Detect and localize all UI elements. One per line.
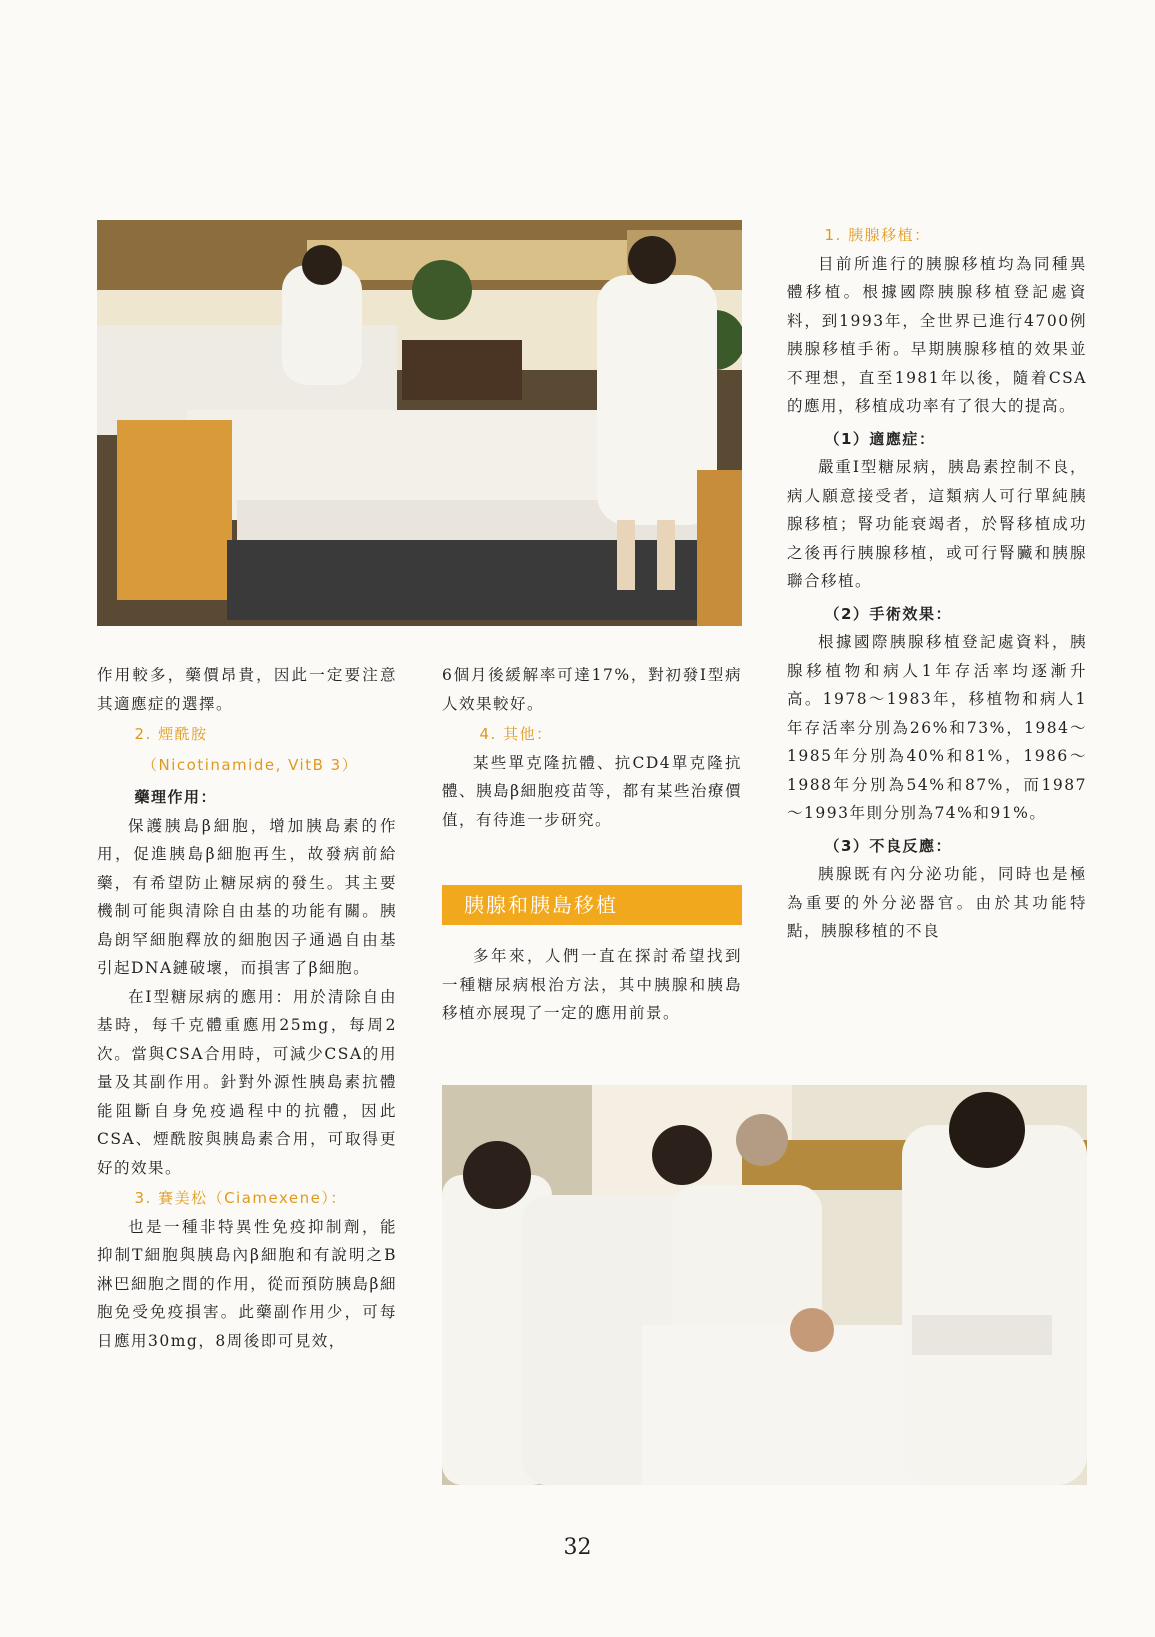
heading-nicotinamide-latin: （Nicotinamide, VitB 3） [142,755,359,774]
heading-ciamexene: 3. 賽美松（Ciamexene）： [134,1189,347,1207]
heading-pancreas-transplant: 1. 胰腺移植： [824,226,931,244]
ward-photo [97,220,742,626]
text-paragraph: 胰腺既有內分泌功能，同時也是極為重要的外分泌器官。由於其功能特點，胰腺移植的不良 [787,865,1087,940]
text-paragraph: 保護胰島β細胞，增加胰島素的作用，促進胰島β細胞再生，故發病前給藥，有希望防止糖尿病的發生。其主要機制可能與清除自由基的功能有關。胰島朗罕細胞釋放的細胞因子通過自由基引起DNA鏈破壞，而損害了β細胞。 [97,816,397,977]
column-right [787,219,1087,946]
section-banner: 胰腺和胰島移植 [442,885,742,925]
text-paragraph: 多年來，人們一直在探討希望找到一種糖尿病根治方法，其中胰腺和胰島移植亦展現了一定的應用前景。 [442,947,742,1022]
text-paragraph: 目前所進行的胰腺移植均為同種異體移植。根據國際胰腺移植登記處資料，到1993年，全世界已進行4700例胰腺移植手術。早期胰腺移植的效果並不理想，直至1981年以後，隨着CSA的應用，移植成功率有了很大的提高。 [787,254,1087,415]
column-left [97,661,397,1355]
text-paragraph: 某些單克隆抗體、抗CD4單克隆抗體、胰島β細胞疫苗等，都有某些治療價值，有待進一步研究。 [442,753,742,829]
subheading-adverse-effects: （3）不良反應： [824,836,952,855]
text-paragraph: 嚴重Ⅰ型糖尿病，胰島素控制不良，病人願意接受者，這類病人可行單純胰腺移植；腎功能衰竭者，於腎移植成功之後再行胰腺移植，或可行腎臟和胰腺聯合移植。 [787,458,1087,590]
text-paragraph: 6個月後緩解率可達17%，對初發Ⅰ型病人效果較好。 [442,666,742,713]
text-paragraph: 根據國際胰腺移植登記處資料，胰腺移植物和病人1年存活率均逐漸升高。1978～1983年，移植物和病人1年存活率分別為26%和73%，1984～1985年分別為40%和81%，1986～1988年分別為54%和87%，而1987～1993年則分別為74%和91%。 [787,633,1087,822]
heading-others: 4. 其他： [479,725,553,743]
subheading-indications: （1）適應症： [824,429,936,448]
subheading-surgery-results: （2）手術效果： [824,604,952,623]
column-middle [442,661,742,834]
text-paragraph: 在Ⅰ型糖尿病的應用：用於清除自由基時，每千克體重應用25mg，每周2次。當與CSA合用時，可減少CSA的用量及其副作用。針對外源性胰島素抗體能阻斷自身免疫過程中的抗體，因此CSA、煙酰胺與胰島素合用，可取得更好的效果。 [97,987,397,1177]
subheading-pharmacology: 藥理作用： [134,788,218,806]
doctors-photo [442,1085,1087,1485]
page-number: 32 [563,1535,592,1560]
text-paragraph: 也是一種非特異性免疫抑制劑，能抑制T細胞與胰島內β細胞和有說明之B淋巴細胞之間的作用，從而預防胰島β細胞免受免疫損害。此藥副作用少，可每日應用30mg，8周後即可見效， [97,1217,397,1350]
column-middle-lower [442,942,742,1028]
text-paragraph: 作用較多，藥價昂貴，因此一定要注意其適應症的選擇。 [97,666,397,713]
heading-nicotinamide: 2. 煙酰胺 [134,725,208,743]
